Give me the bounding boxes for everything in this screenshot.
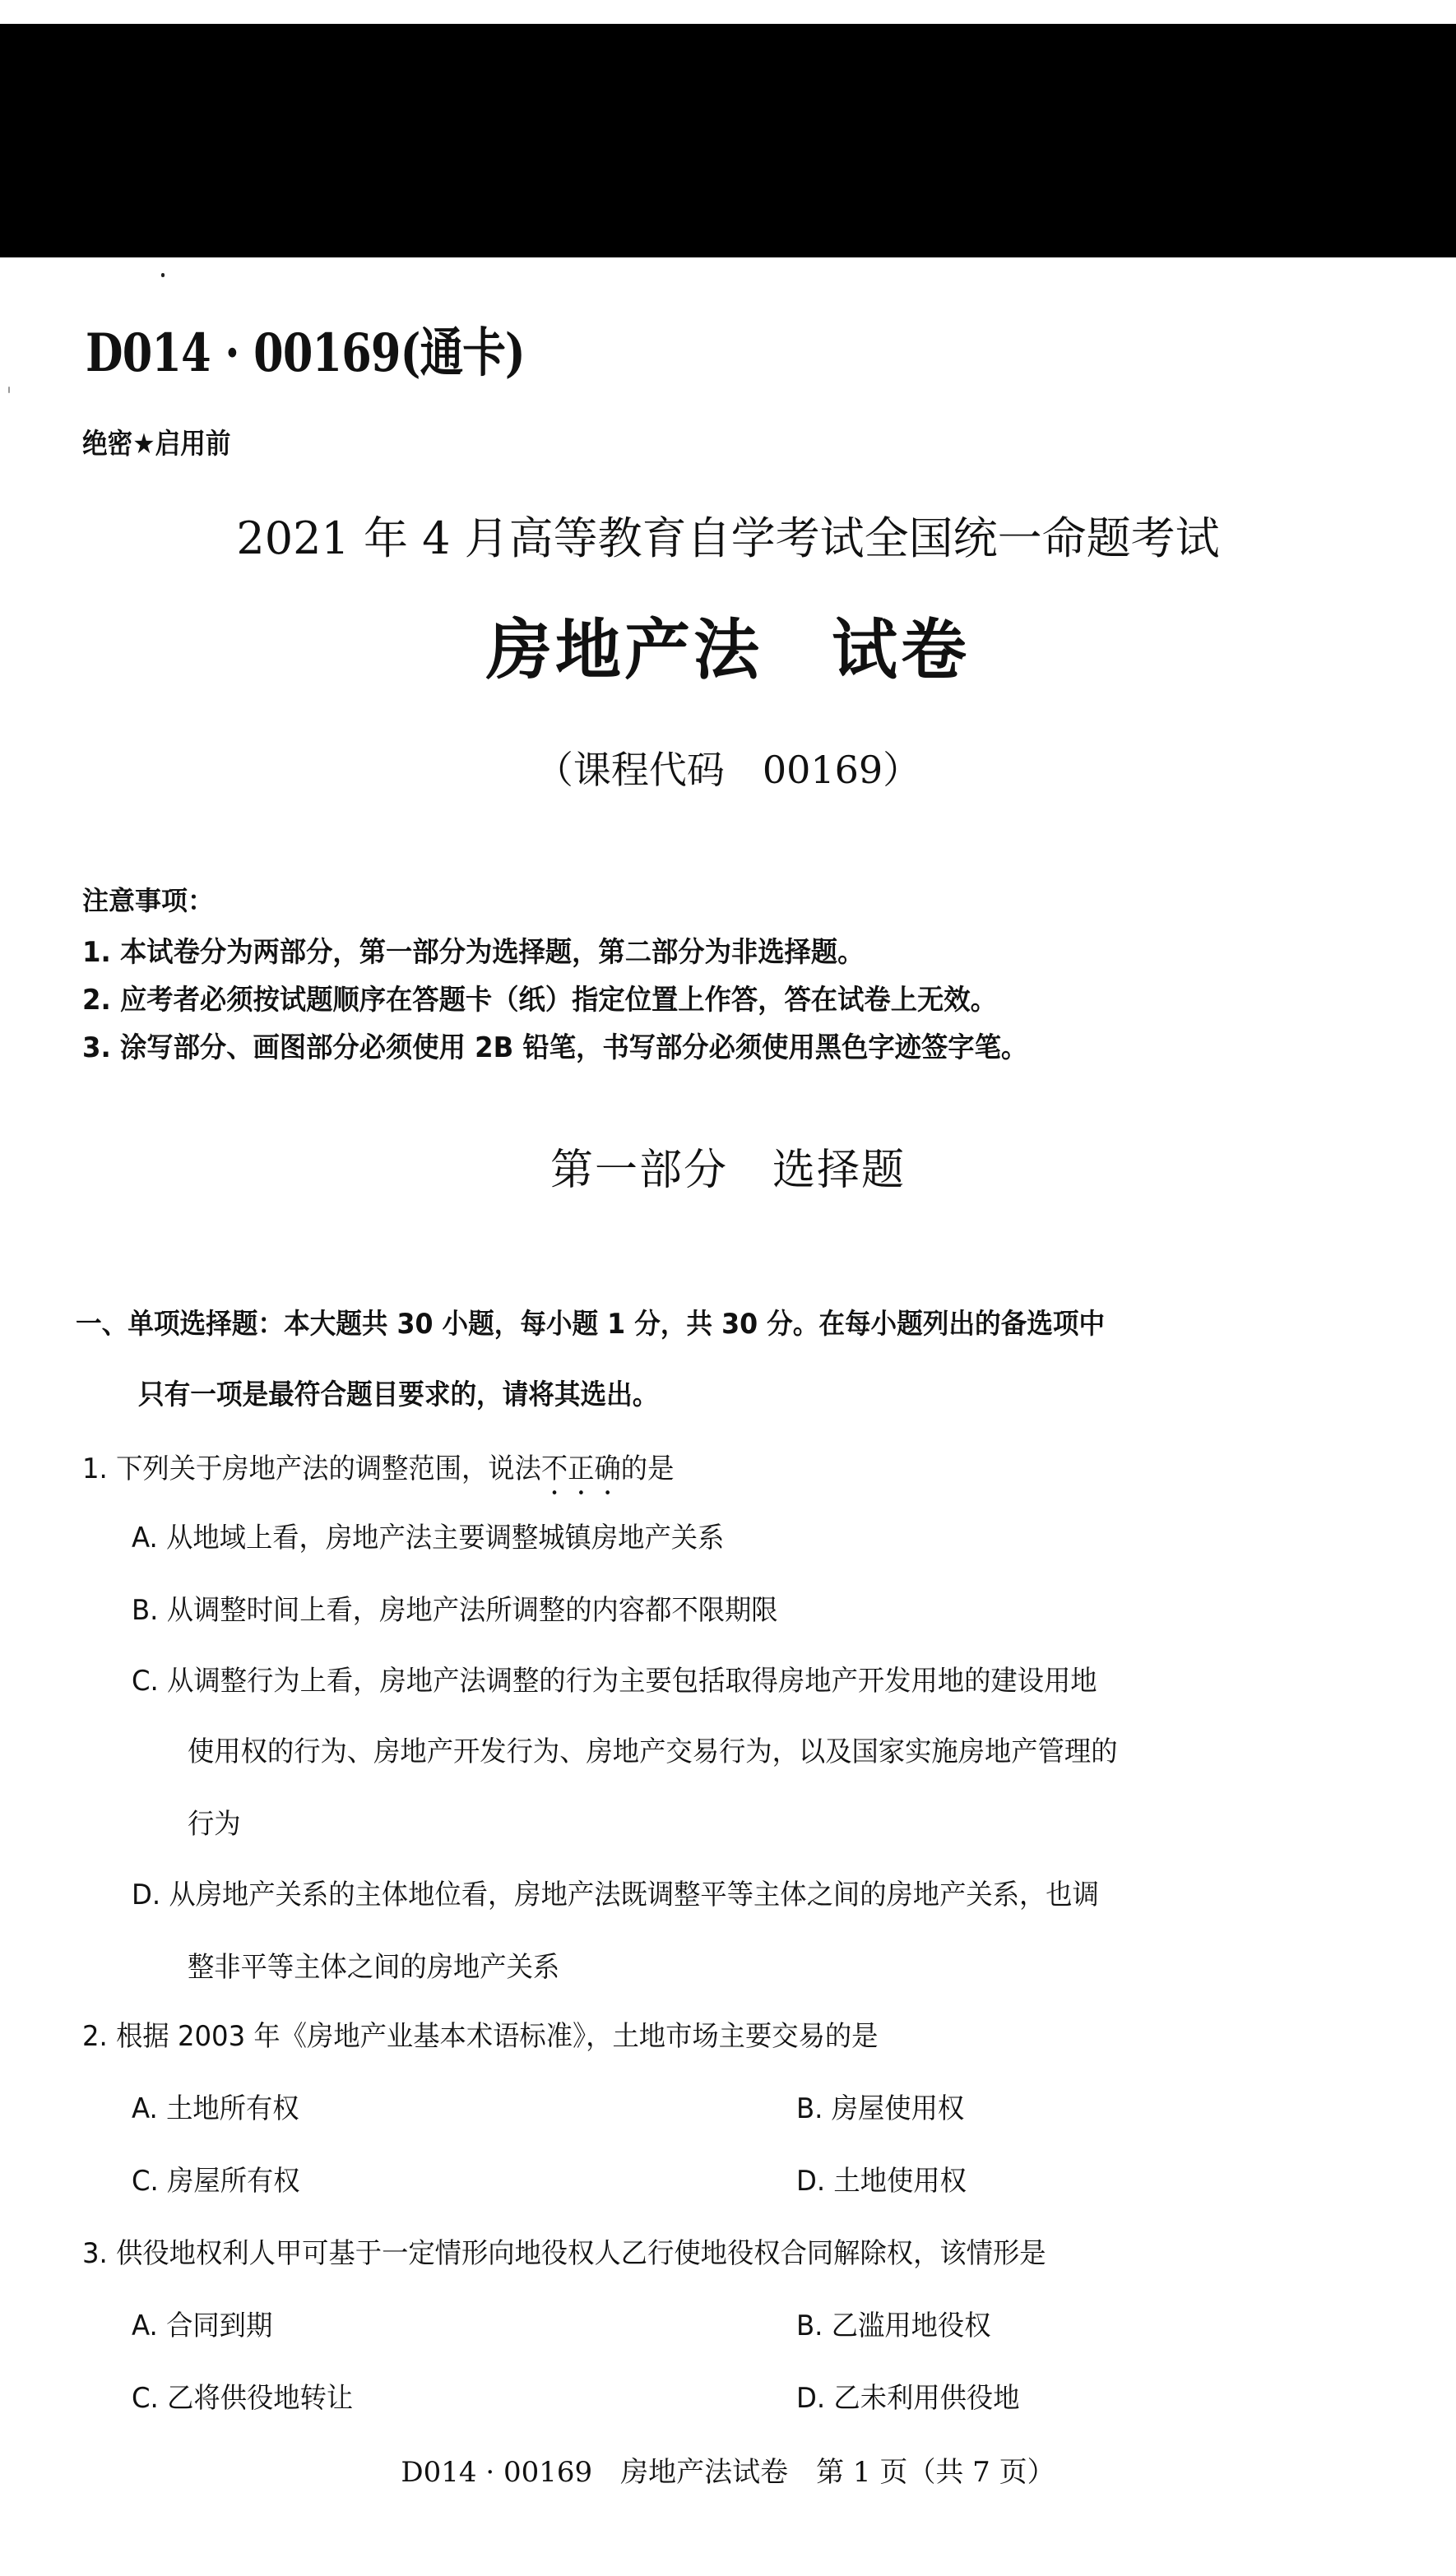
note-item: 3. 涂写部分、画图部分必须使用 2B 铅笔，书写部分必须使用黑色字迹签字笔。	[82, 1031, 1028, 1064]
question-stem-text: 下列关于房地产法的调整范围，说法	[116, 1452, 541, 1485]
option-c-cont: 行为	[188, 1808, 241, 1841]
redaction-bar	[0, 24, 1456, 257]
option-b: B. 乙滥用地役权	[796, 2310, 991, 2342]
section-instruction: 一、单项选择题：本大题共 30 小题，每小题 1 分，共 30 分。在每小题列出的备选项中	[76, 1308, 1106, 1341]
note-item: 1. 本试卷分为两部分，第一部分为选择题，第二部分为非选择题。	[82, 936, 865, 969]
paper-code: D014 · 00169(通卡)	[86, 322, 525, 384]
option-a: A. 从地域上看，房地产法主要调整城镇房地产关系	[132, 1522, 725, 1554]
exam-title: 2021 年 4 月高等教育自学考试全国统一命题考试	[236, 512, 1220, 564]
section-instruction-cont: 只有一项是最符合题目要求的，请将其选出。	[138, 1378, 659, 1411]
option-d: D. 土地使用权	[796, 2165, 967, 2198]
question-1-stem	[82, 1446, 674, 1502]
notes-heading: 注意事项：	[82, 885, 215, 916]
option-c: C. 从调整行为上看，房地产法调整的行为主要包括取得房地产开发用地的建设用地	[132, 1665, 1097, 1698]
question-2-stem: 2. 根据 2003 年《房地产业基本术语标准》，土地市场主要交易的是	[82, 2020, 879, 2053]
page-footer: D014 · 00169 房地产法试卷 第 1 页（共 7 页）	[401, 2456, 1055, 2489]
option-a: A. 合同到期	[132, 2310, 273, 2342]
question-stem-text: 的是	[620, 1452, 675, 1485]
option-d: D. 从房地产关系的主体地位看，房地产法既调整平等主体之间的房地产关系，也调	[132, 1879, 1099, 1911]
emphasized-text: 不正确	[540, 1452, 621, 1485]
question-number: 1.	[82, 1452, 108, 1485]
note-item: 2. 应考者必须按试题顺序在答题卡（纸）指定位置上作答，答在试卷上无效。	[82, 984, 997, 1017]
option-c: C. 乙将供役地转让	[132, 2382, 354, 2415]
option-b: B. 房屋使用权	[796, 2092, 965, 2125]
confidential-mark: 绝密★启用前	[82, 428, 231, 461]
subject-title: 房地产法 试卷	[486, 611, 970, 688]
course-code: （课程代码 00169）	[535, 748, 921, 792]
part-title: 第一部分 选择题	[549, 1146, 906, 1195]
option-d: D. 乙未利用供役地	[796, 2382, 1020, 2415]
option-c: C. 房屋所有权	[132, 2165, 300, 2198]
option-c-cont: 使用权的行为、房地产开发行为、房地产交易行为，以及国家实施房地产管理的	[188, 1735, 1118, 1768]
option-a: A. 土地所有权	[132, 2092, 299, 2125]
scan-speck	[161, 273, 165, 277]
scan-speck	[8, 387, 10, 393]
question-3-stem: 3. 供役地权利人甲可基于一定情形向地役权人乙行使地役权合同解除权，该情形是	[82, 2237, 1046, 2270]
option-b: B. 从调整时间上看，房地产法所调整的内容都不限期限	[132, 1594, 778, 1627]
option-d-cont: 整非平等主体之间的房地产关系	[188, 1951, 560, 1984]
